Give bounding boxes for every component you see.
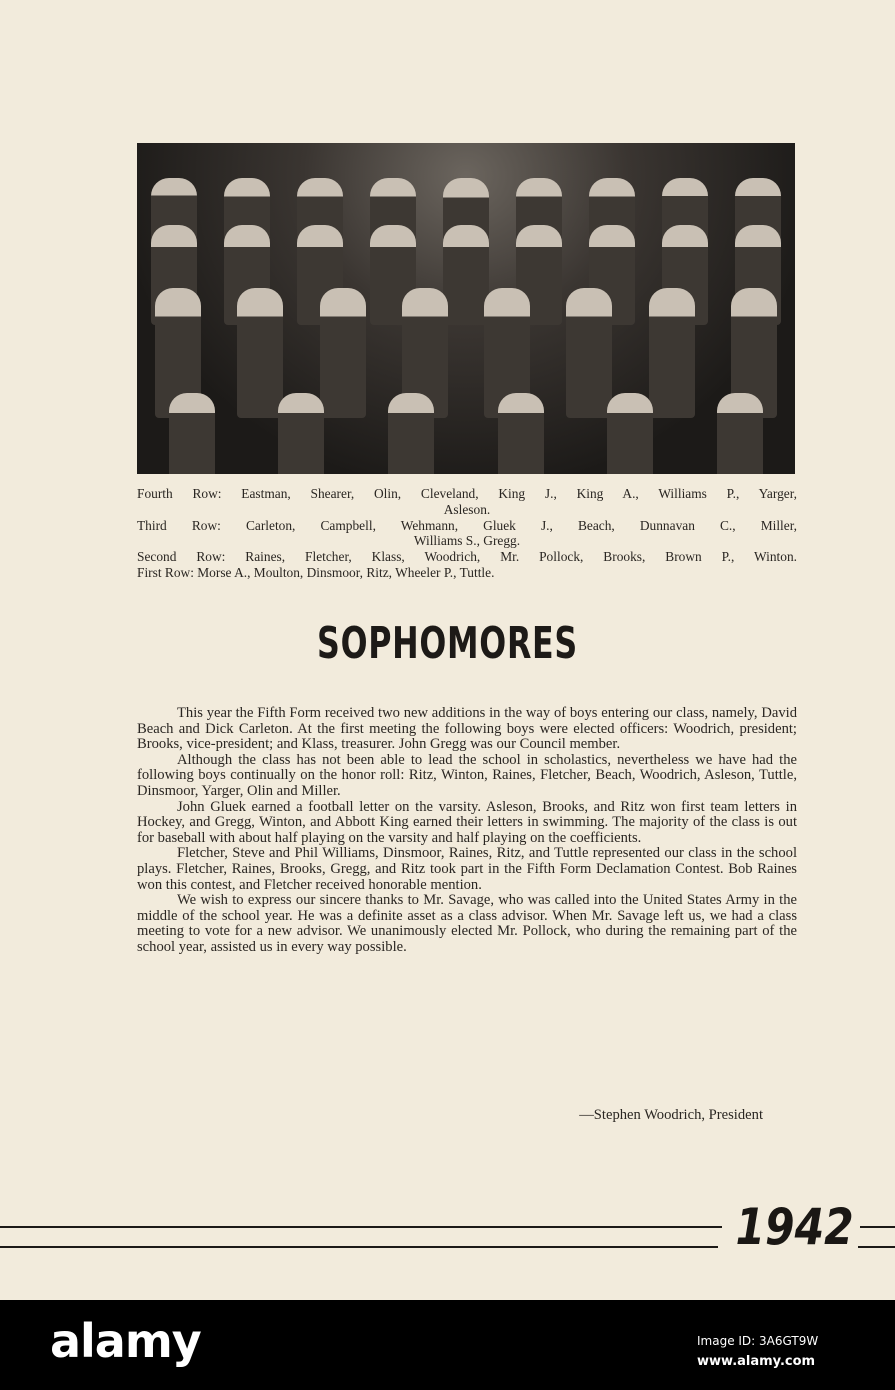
divider-line [858,1246,895,1248]
class-photo [137,143,795,474]
alamy-logo: alamy [50,1314,201,1368]
divider-line [0,1246,718,1248]
paragraph: Fletcher, Steve and Phil Williams, Dinsmoor, Raines, Ritz, and Tuttle represented our class in the school plays. Fletcher, Raines, Brooks, Gregg, and Ritz took part in the Fifth Form Declamation Contest. Bob Raines won this contest, and Fletcher received honorable mention. [137,845,797,893]
caption-first-row: First Row: Morse A., Moulton, Dinsmoor, Ritz, Wheeler P., Tuttle. [137,564,495,580]
paragraph: John Gluek earned a football letter on the varsity. Asleson, Brooks, and Ritz won first team letters in Hockey, and Gregg, Winton, and Abbott King earned their letters in swimming. The majority of the class is out for baseball with about half playing on the varsity and half playing on the coefficients. [137,798,797,846]
photo-row-1 [137,393,795,474]
paragraph: We wish to express our sincere thanks to Mr. Savage, who was called into the United States Army in the middle of the school year. He was a definite asset as a class advisor. When Mr. Savage left us, we had a class meeting to vote for a new advisor. We unanimously elected Mr. Pollock, who during the remaining part of the school year, assisted us in every way possible. [137,892,797,955]
photo-caption [137,486,797,581]
page-title: SOPHOMORES [317,618,578,669]
caption-fourth-row-cont: Asleson. [443,501,491,517]
footer-year: 1942 [735,1198,854,1256]
image-id: Image ID: 3A6GT9W [697,1334,819,1348]
caption-third-row-cont: Williams S., Gregg. [413,533,521,549]
watermark-url: www.alamy.com [697,1354,816,1369]
divider-line [860,1226,895,1228]
paragraph: This year the Fifth Form received two new additions in the way of boys entering our class, namely, David Beach and Dick Carleton. At the first meeting the following boys were elected officers: Woodrich, president; Brooks, vice-president; and Klass, treasurer. John Gregg was our Council member. [137,705,797,753]
signature: —Stephen Woodrich, President [579,1107,763,1123]
body-text [137,706,797,956]
watermark-bar [0,1300,895,1390]
caption-fourth-row: Fourth Row: Eastman, Shearer, Olin, Cleveland, King J., King A., Williams P., Yarger, [137,486,797,501]
divider-line [0,1226,722,1228]
paragraph: Although the class has not been able to lead the school in scholastics, nevertheless we have had the following boys continually on the honor roll: Ritz, Winton, Raines, Fletcher, Beach, Woodrich, Asleson, Tuttle, Dinsmoor, Yarger, Olin and Miller. [137,751,797,799]
caption-third-row: Third Row: Carleton, Campbell, Wehmann, Gluek J., Beach, Dunnavan C., Miller, [137,517,797,533]
caption-second-row: Second Row: Raines, Fletcher, Klass, Woodrich, Mr. Pollock, Brooks, Brown P., Winton. [137,549,797,565]
